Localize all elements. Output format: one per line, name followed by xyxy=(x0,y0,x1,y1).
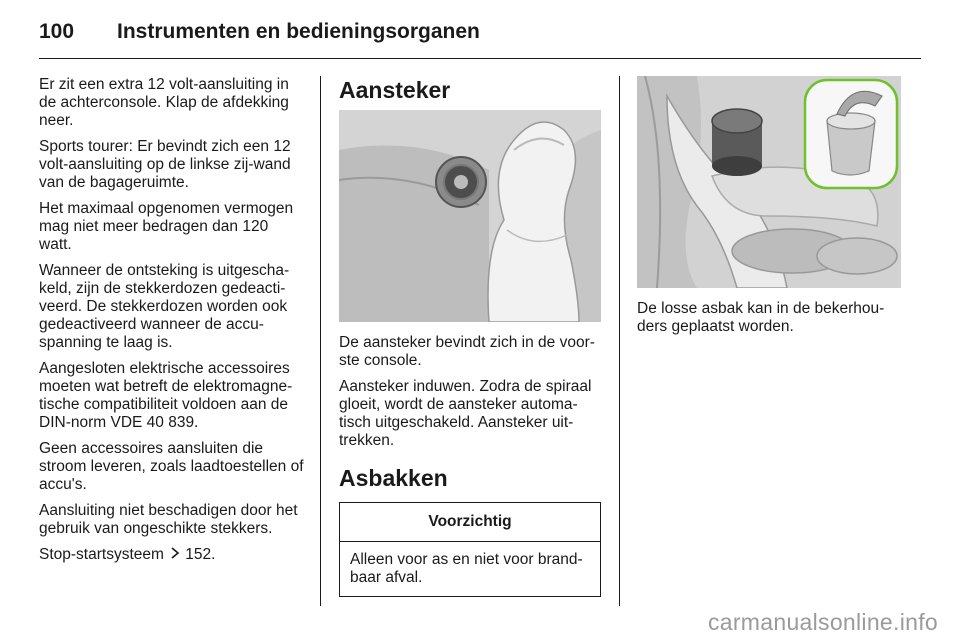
reference-page: 152. xyxy=(185,546,216,563)
page-header xyxy=(39,14,480,50)
paragraph: Wanneer de ontsteking is uitgescha-keld, zijn de stekkerdozen gedeacti-veerd. De stekkerdozen worden ook gedeactiveerd wanneer de accu-spanning te laag is. xyxy=(39,262,290,351)
lighter-illustration xyxy=(339,110,601,322)
paragraph: Sports tourer: Er bevindt zich een 12 volt-aansluiting op de linkse zij-wand van de bagageruimte. xyxy=(39,138,291,191)
page-reference[interactable] xyxy=(39,546,305,564)
paragraph: Geen accessoires aansluiten die stroom leveren, zoals laadtoestellen of accu's. xyxy=(39,440,304,493)
paragraph: Het maximaal opgenomen vermogen mag niet meer bedragen dan 120 watt. xyxy=(39,200,294,253)
column-divider xyxy=(619,76,620,606)
page-title: Instrumenten en bedieningsorganen xyxy=(117,20,480,43)
column-right xyxy=(637,76,901,344)
caution-box xyxy=(339,502,601,597)
page-reference-arrow-icon xyxy=(168,546,182,560)
page-number: 100 xyxy=(39,20,75,43)
section-heading-lighter: Aansteker xyxy=(339,77,451,103)
watermark: carmanualsonline.info xyxy=(707,609,938,635)
column-middle xyxy=(339,76,601,597)
section-heading-ashtray: Asbakken xyxy=(339,465,448,491)
ashtray-illustration xyxy=(637,76,901,288)
caption: De losse asbak kan in de bekerhou-ders geplaatst worden. xyxy=(637,300,885,335)
column-divider xyxy=(320,76,321,606)
column-left xyxy=(39,76,305,572)
reference-text: Stop-startsysteem xyxy=(39,546,164,563)
paragraph: De aansteker bevindt zich in de voor-ste console. xyxy=(339,334,595,369)
header-rule xyxy=(39,58,921,59)
paragraph: Aansteker induwen. Zodra de spiraal gloeit, wordt de aansteker automa-tisch uitgeschakeld. Aansteker uit-trekken. xyxy=(339,378,592,449)
caution-title: Voorzichtig xyxy=(340,503,600,542)
paragraph: Aansluiting niet beschadigen door het gebruik van ongeschikte stekkers. xyxy=(39,502,298,537)
caution-text: Alleen voor as en niet voor brand-baar afval. xyxy=(350,551,583,586)
paragraph: Aangesloten elektrische accessoires moeten wat betreft de elektromagne-tische compatibiliteit voldoen aan de DIN-norm VDE 40 839. xyxy=(39,360,293,431)
paragraph: Er zit een extra 12 volt-aansluiting in de achterconsole. Klap de afdekking neer. xyxy=(39,76,289,129)
